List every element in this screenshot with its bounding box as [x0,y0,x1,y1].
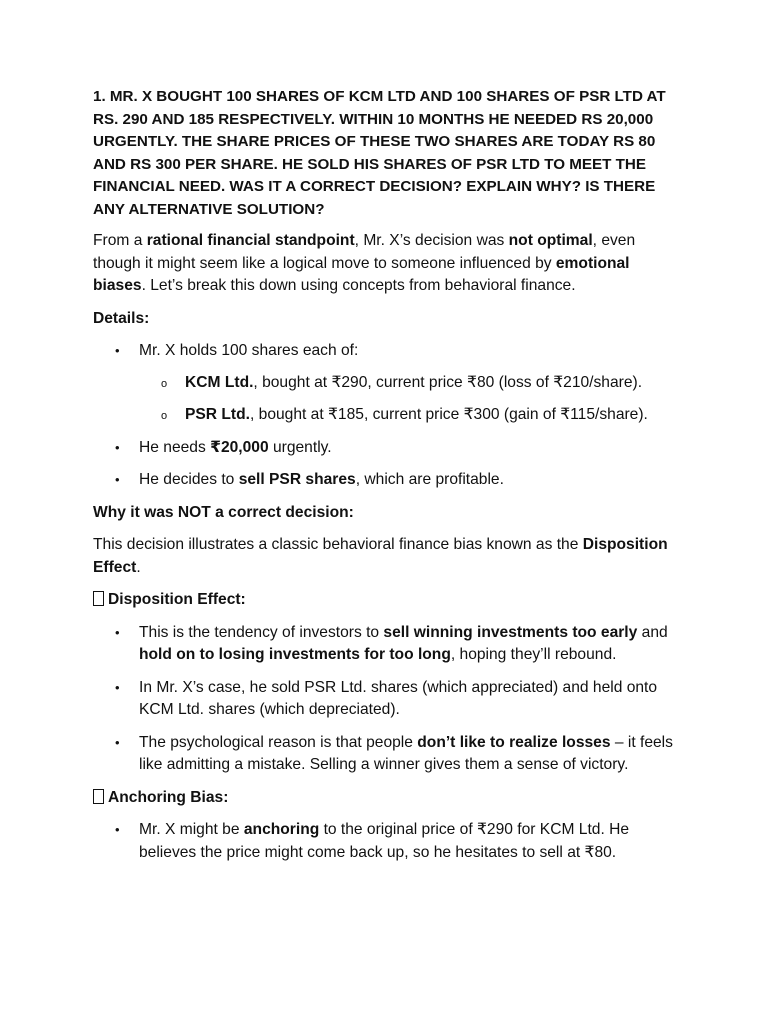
list-item: • Mr. X might be anchoring to the original price of ₹290 for KCM Ltd. He believes the price might come back up, so he hesitates to sell at ₹80. [115,821,630,861]
document-page [93,86,683,874]
sub-bullet-icon: o [161,410,168,422]
bullet-icon: • [115,472,120,487]
list-item: • Mr. X holds 100 shares each of: o KCM Ltd., bought at ₹290, current price ₹80 (loss of ₹210/share). o PSR Ltd., bought at ₹185, current price ₹300 (gain of ₹115/share). [93,340,683,427]
list-item: • In Mr. X’s case, he sold PSR Ltd. shares (which appreciated) and held onto KCM Ltd. shares (which depreciated). [115,678,658,718]
details-list [93,340,683,492]
details-heading: Details: [93,309,150,327]
bullet-icon: • [115,679,120,695]
bullet-icon: • [115,734,120,750]
anchoring-heading: Anchoring Bias: [93,787,683,810]
bullet-icon: • [115,439,120,455]
intro-paragraph: From a rational financial standpoint, Mr. X’s decision was not optimal, even though it might seem like a logical move to someone influenced by emotional biases. Let’s break this down using concepts from behavioral finance. [93,232,636,294]
bullet-icon: • [115,343,120,358]
missing-glyph-icon [93,789,104,804]
disposition-list [93,622,683,777]
missing-glyph-icon [93,591,104,606]
bullet-icon: • [115,822,120,837]
disposition-heading: Disposition Effect: [93,589,683,612]
list-item: • He decides to sell PSR shares, which are profitable. [93,469,683,492]
anchoring-list [93,819,683,864]
bullet-icon: • [115,624,120,640]
list-item: • The psychological reason is that people don’t like to realize losses – it feels like admitting a mistake. Selling a winner gives them a sense of victory. [115,733,673,773]
list-item: • This is the tendency of investors to sell winning investments too early and hold on to losing investments for too long, hoping they’ll rebound. [115,623,668,663]
question-heading: 1. MR. X BOUGHT 100 SHARES OF KCM LTD AND 100 SHARES OF PSR LTD AT RS. 290 AND 185 RESPECTIVELY. WITHIN 10 MONTHS HE NEEDED RS 20,000 URGENTLY. THE SHARE PRICES OF THESE TWO SHARES ARE TODAY RS 80 AND RS 300 PER SHARE. HE SOLD HIS SHARES OF PSR LTD TO MEET THE FINANCIAL NEED. WAS IT A CORRECT DECISION? EXPLAIN WHY? IS THERE ANY ALTERNATIVE SOLUTION? [93,88,666,218]
list-item: o PSR Ltd., bought at ₹185, current price ₹300 (gain of ₹115/share). [139,404,683,427]
why-heading: Why it was NOT a correct decision: [93,503,354,521]
list-item: o KCM Ltd., bought at ₹290, current price ₹80 (loss of ₹210/share). [139,372,683,395]
list-item: • He needs ₹20,000 urgently. [93,437,683,460]
holdings-sublist [139,372,683,427]
sub-bullet-icon: o [161,377,168,390]
why-paragraph: This decision illustrates a classic behavioral finance bias known as the Disposition Effect. [93,536,668,576]
